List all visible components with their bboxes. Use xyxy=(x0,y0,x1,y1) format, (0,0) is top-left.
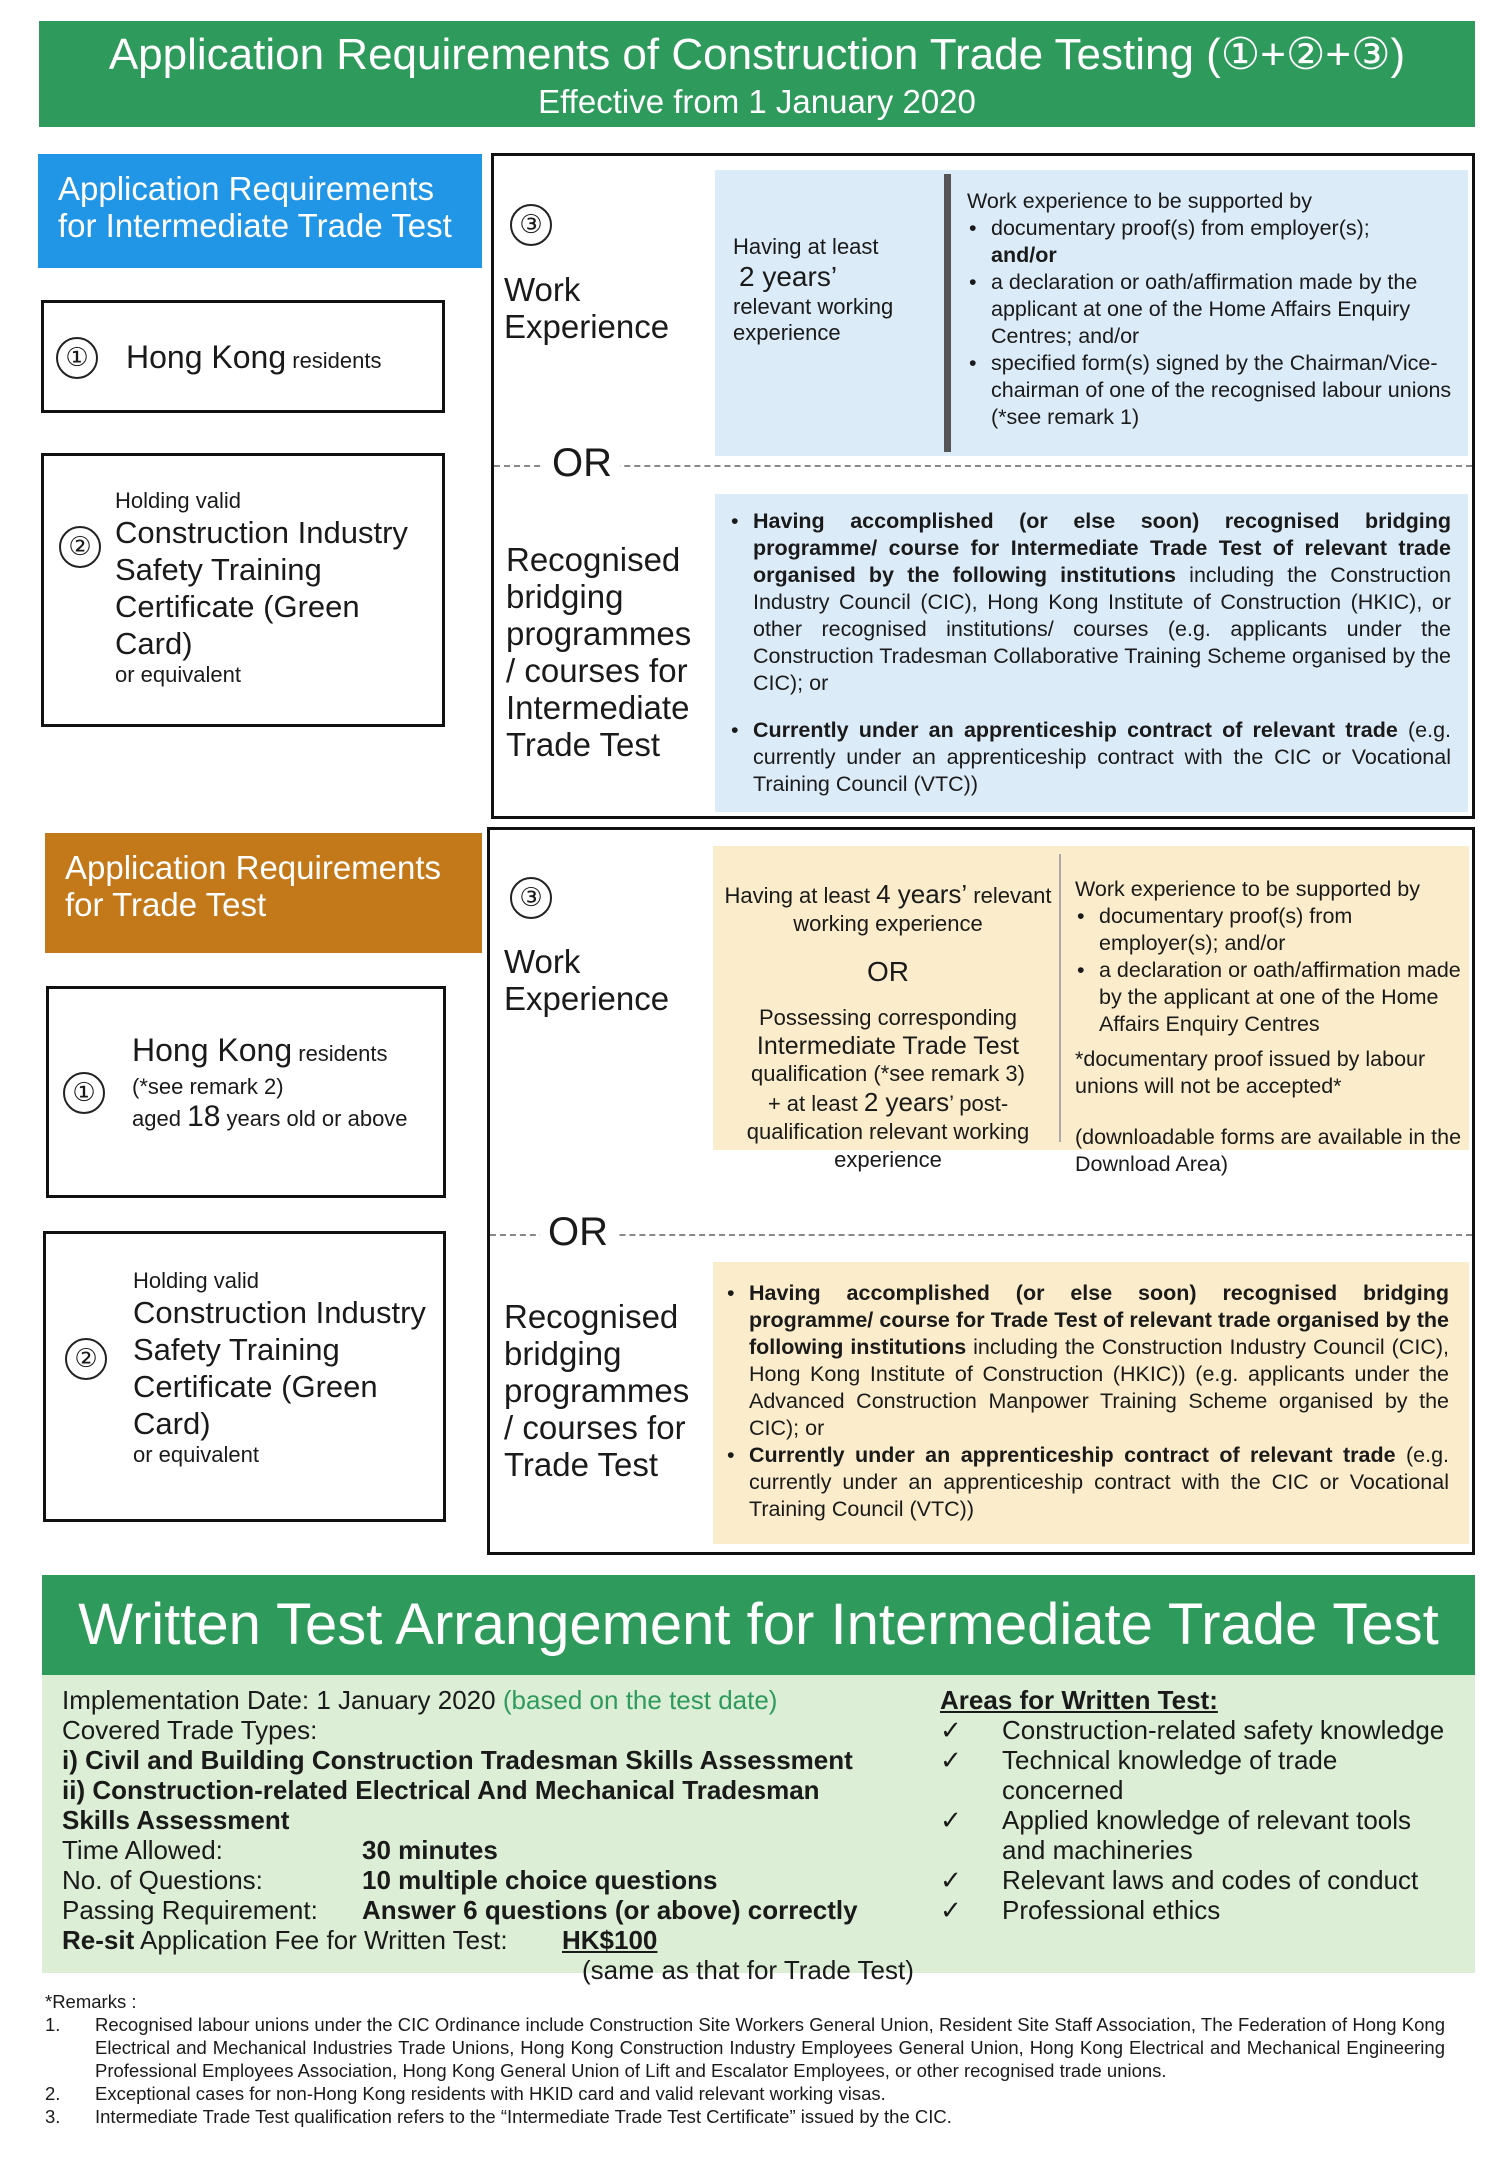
or-divider xyxy=(494,465,1472,467)
area-item: ✓ Construction-related safety knowledge xyxy=(940,1715,1460,1745)
remarks-title: *Remarks : xyxy=(45,1991,137,2012)
intermediate-header: Application Requirements for Intermediate Trade Test xyxy=(38,154,482,268)
trade-bridging-list xyxy=(725,1280,1449,1523)
support-item: • documentary proof(s) from employer(s); and/or xyxy=(967,215,1457,269)
intermediate-req2-box xyxy=(41,453,445,727)
req1-text: Hong Kong residents xyxy=(126,339,382,375)
req1-number: ① xyxy=(56,337,98,379)
trade-bridging-box xyxy=(713,1262,1469,1544)
support-item: • specified form(s) signed by the Chairman/Vice-chairman of one of the recognised labour unions (*see remark 1) xyxy=(967,350,1457,431)
trade-req3-number: ③ xyxy=(510,877,552,919)
trade-req2-text: Holding valid Construction Industry Safety Training Certificate (Green Card) or equivalent xyxy=(133,1268,426,1467)
work-years-text: Having at least 2 years’ relevant working experience xyxy=(733,234,894,345)
support-item: • a declaration or oath/affirmation made by the applicant at one of the Home Affairs Enquiry Centres xyxy=(1075,957,1463,1038)
trade-req1-text: Hong Kong residents (*see remark 2) aged 18 years old or above xyxy=(132,1032,408,1133)
req2-text: Holding valid Construction Industry Safety Training Certificate (Green Card) or equivalent xyxy=(115,488,408,687)
support-list: Work experience to be supported by • documentary proof(s) from employer(s); and/or • a declaration or oath/affirmation made by the applicant at one of the Home Affairs Enquiry Centres; and/or • specified form(s) signed by the Chairman/Vice-chairman of one of the recognised labour unions (*see remark 1) xyxy=(967,188,1457,431)
trade-req2-box xyxy=(43,1231,446,1522)
remark-item: 1. Recognised labour unions under the CIC Ordinance include Construction Site Workers General Union, Resident Site Staff Association, The Federation of Hong Kong Electrical and Mechanical Industries Trade Unions, Hong Kong Construction Industry Employees General Union, Hong Kong Electrical and Mechanical Engineering Professional Employees Association, Hong Kong General Union of Lift and Escalator Employees, or other recognised trade unions. xyxy=(45,2014,1445,2081)
remark-item: 3. Intermediate Trade Test qualification refers to the “Intermediate Trade Test Certificate” issued by the CIC. xyxy=(45,2106,952,2127)
trade-or-label: OR xyxy=(540,1210,616,1255)
trade-req1-number: ① xyxy=(63,1072,105,1114)
written-test-title: Written Test Arrangement for Intermediate Trade Test xyxy=(42,1575,1475,1675)
written-test-panel xyxy=(42,1675,1475,1985)
bridging-item: • Having accomplished (or else soon) recognised bridging programme/ course for Trade Test of relevant trade organised by the following institutions including the Construction Industry Council (CIC), Hong Kong Institute of Construction (HKIC)) (e.g. applicants under the Advanced Construction Manpower Training Scheme organised by the CIC); or xyxy=(725,1280,1449,1442)
req3-number: ③ xyxy=(510,204,552,246)
trade-header: Application Requirements for Trade Test xyxy=(45,833,482,953)
area-item: ✓ Technical knowledge of trade concerned xyxy=(940,1745,1460,1805)
intermediate-options-panel xyxy=(491,153,1475,819)
bridging-item: • Currently under an apprenticeship contract of relevant trade (e.g. currently under an apprenticeship contract with the CIC or Vocational Training Council (VTC)) xyxy=(729,717,1451,798)
trade-req2-number: ② xyxy=(65,1338,107,1380)
bridging-item: • Currently under an apprenticeship contract of relevant trade (e.g. currently under an apprenticeship contract with the CIC or Vocational Training Council (VTC)) xyxy=(725,1442,1449,1523)
remark-item: 2. Exceptional cases for non-Hong Kong residents with HKID card and valid relevant working visas. xyxy=(45,2083,886,2104)
trade-req1-box xyxy=(46,986,446,1198)
divider-bar xyxy=(944,174,951,452)
title-banner xyxy=(39,21,1475,127)
bridging-list xyxy=(729,508,1451,798)
intermediate-req1-box xyxy=(41,300,445,413)
page-subtitle: Effective from 1 January 2020 xyxy=(538,83,976,120)
trade-bridging-label: Recognised bridging programmes / courses for Trade Test xyxy=(504,1298,690,1483)
area-item: ✓ Relevant laws and codes of conduct xyxy=(940,1865,1460,1895)
area-item: ✓ Applied knowledge of relevant tools and machineries xyxy=(940,1805,1460,1865)
trade-support-list: Work experience to be supported by • documentary proof(s) from employer(s); and/or • a declaration or oath/affirmation made by the applicant at one of the Home Affairs Enquiry Centres *documentary proof issued by labour unions will not be accepted* (downloadable forms are available in the Download Area) xyxy=(1075,876,1463,1178)
trade-or-divider xyxy=(490,1234,1472,1236)
work-experience-label: Work Experience xyxy=(504,271,670,345)
trade-work-experience-box xyxy=(713,846,1469,1176)
req2-number: ② xyxy=(59,526,101,568)
written-test-areas: Areas for Written Test: ✓ Construction-related safety knowledge ✓ Technical knowledge of trade concerned ✓ Applied knowledge of relevant tools and machineries ✓ Relevant laws and codes of conduct ✓ Professional ethics xyxy=(940,1685,1460,1925)
written-test-details: Implementation Date: 1 January 2020 (based on the test date) Covered Trade Types: i) Civil and Building Construction Tradesman Skills Assessment ii) Construction-related Electrical And Mechanical Tradesman Skills Assessment Time Allowed: 30 minutes No. of Questions: 10 multiple choice questions Passing Requirement: Answer 6 questions (or above) correctly Re-sit Application Fee for Written Test: HK$100 (same as that for Trade Test) xyxy=(62,1685,914,1985)
bridging-box xyxy=(715,494,1468,812)
trade-work-experience-label: Work Experience xyxy=(504,943,670,1017)
bridging-label: Recognised bridging programmes / courses for Intermediate Trade Test xyxy=(506,541,692,763)
support-item: • a declaration or oath/affirmation made by the applicant at one of the Home Affairs Enquiry Centres; and/or xyxy=(967,269,1457,350)
area-item: ✓ Professional ethics xyxy=(940,1895,1460,1925)
remarks xyxy=(45,1990,1445,2128)
trade-divider-line xyxy=(1059,854,1061,1142)
trade-options-panel xyxy=(487,827,1475,1555)
trade-work-years-text: Having at least 4 years’ relevant working experience OR Possessing corresponding Intermediate Trade Test qualification (*see remark 3) + at least 2 years’ post-qualification relevant working experience xyxy=(724,879,1052,1172)
work-experience-box xyxy=(715,170,1468,456)
support-item: • documentary proof(s) from employer(s); and/or xyxy=(1075,903,1463,957)
bridging-item: • Having accomplished (or else soon) recognised bridging programme/ course for Intermediate Trade Test of relevant trade organised by the following institutions including the Construction Industry Council (CIC), Hong Kong Institute of Construction (HKIC), or other recognised institutions/ courses (e.g. applicants under the Construction Tradesman Collaborative Training Scheme organised by the CIC); or xyxy=(729,508,1451,697)
or-label: OR xyxy=(544,441,620,486)
page-title: Application Requirements of Construction Trade Testing (①+②+③) xyxy=(108,30,1406,79)
